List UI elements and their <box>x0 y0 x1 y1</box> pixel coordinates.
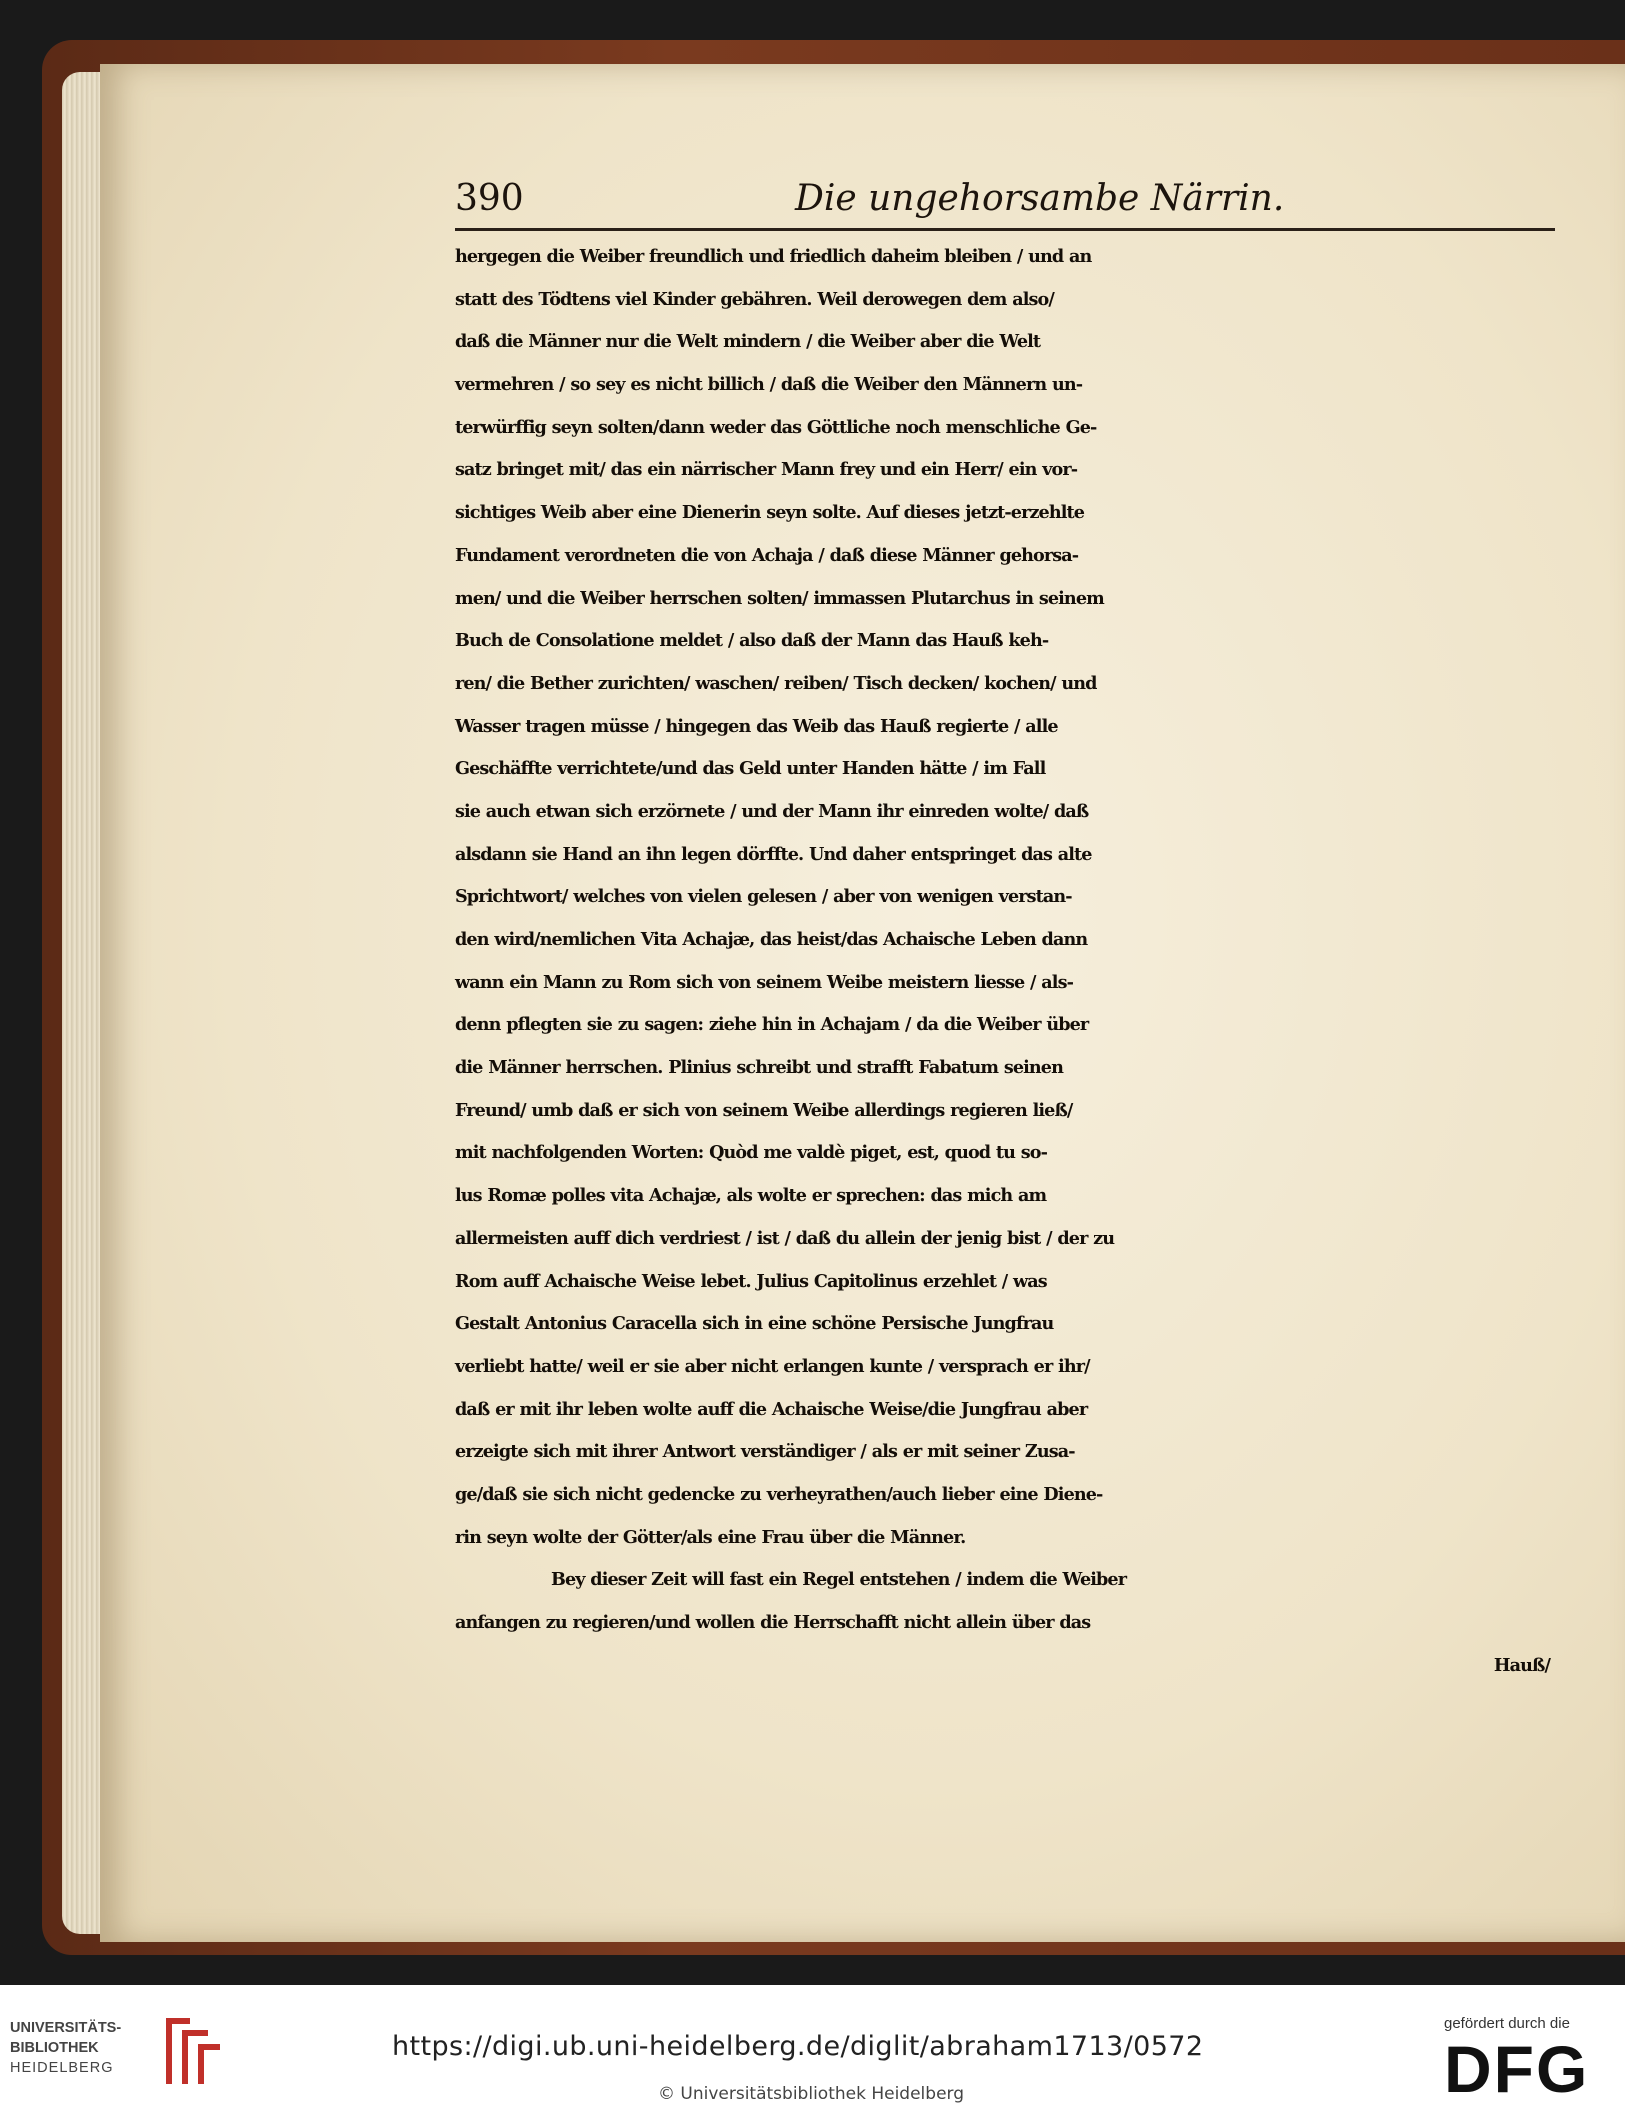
library-logo-line: UNIVERSITÄTS- <box>10 2020 122 2036</box>
text-line: sie auch etwan sich erzörnete / und der Mann ihr einreden wolte/ daß <box>455 800 1089 822</box>
library-logo-icon <box>160 2014 222 2088</box>
library-logo-line: BIBLIOTHEK <box>10 2040 99 2056</box>
text-line: daß er mit ihr leben wolte auff die Achaische Weise/die Jungfrau aber <box>455 1398 1088 1420</box>
dfg-logo: DFG <box>1444 2032 1590 2106</box>
text-line: die Männer herrschen. Plinius schreibt und strafft Fabatum seinen <box>455 1057 1063 1079</box>
text-line: erzeigte sich mit ihrer Antwort verständiger / als er mit seiner Zusa- <box>455 1441 1075 1463</box>
text-line: Sprichtwort/ welches von vielen gelesen / aber von wenigen verstan- <box>455 886 1072 908</box>
text-line: ren/ die Bether zurichten/ waschen/ reiben/ Tisch decken/ kochen/ und <box>455 672 1097 694</box>
page-number: 390 <box>455 178 524 219</box>
text-line: Rom auff Achaische Weise lebet. Julius Capitolinus erzehlet / was <box>455 1270 1047 1292</box>
text-line: Fundament verordneten die von Achaja / daß diese Männer gehorsa- <box>455 544 1079 566</box>
text-line: satz bringet mit/ das ein närrischer Mann frey und ein Herr/ ein vor- <box>455 459 1078 481</box>
permalink-url[interactable]: https://digi.ub.uni-heidelberg.de/diglit/abraham1713/0572 <box>392 2031 1204 2062</box>
text-line: statt des Tödtens viel Kinder gebähren. Weil derowegen dem also/ <box>455 288 1054 310</box>
text-line: wann ein Mann zu Rom sich von seinem Weibe meistern liesse / als- <box>455 971 1073 993</box>
text-line: Bey dieser Zeit will fast ein Regel entstehen / indem die Weiber <box>551 1569 1127 1591</box>
text-line: allermeisten auff dich verdriest / ist / daß du allein der jenig bist / der zu <box>455 1227 1115 1249</box>
text-line: hergegen die Weiber freundlich und friedlich daheim bleiben / und an <box>455 246 1092 267</box>
text-line: denn pflegten sie zu sagen: ziehe hin in Achajam / da die Weiber über <box>455 1014 1089 1036</box>
text-line: verliebt hatte/ weil er sie aber nicht erlangen kunte / versprach er ihr/ <box>455 1355 1090 1377</box>
funded-by-label: gefördert durch die <box>1444 2015 1570 2032</box>
text-line: ge/daß sie sich nicht gedencke zu verheyrathen/auch lieber eine Diene- <box>455 1483 1103 1505</box>
text-line: den wird/nemlichen Vita Achajæ, das heist/das Achaische Leben dann <box>455 929 1088 950</box>
copyright-notice: © Universitätsbibliothek Heidelberg <box>658 2084 965 2104</box>
text-line: lus Romæ polles vita Achajæ, als wolte er sprechen: das mich am <box>455 1185 1047 1207</box>
text-line: Geschäffte verrichtete/und das Geld unter Handen hätte / im Fall <box>455 758 1046 780</box>
library-logo-text <box>10 2018 160 2078</box>
header-rule <box>455 228 1555 231</box>
text-line: terwürffig seyn solten/dann weder das Göttliche noch menschliche Ge- <box>455 416 1097 438</box>
text-line: anfangen zu regieren/und wollen die Herrschafft nicht allein über das <box>455 1612 1091 1633</box>
text-line: Gestalt Antonius Caracella sich in eine schöne Persische Jungfrau <box>455 1313 1054 1335</box>
text-line: men/ und die Weiber herrschen solten/ immassen Plutarchus in seinem <box>455 587 1104 609</box>
running-title: Die ungehorsambe Närrin. <box>795 178 1285 219</box>
text-line: Freund/ umb daß er sich von seinem Weibe allerdings regieren ließ/ <box>455 1099 1073 1121</box>
text-line: alsdann sie Hand an ihn legen dörffte. Und daher entspringet das alte <box>455 843 1092 865</box>
text-line: Buch de Consolatione meldet / also daß der Mann das Hauß keh- <box>455 630 1049 652</box>
text-line: rin seyn wolte der Götter/als eine Frau über die Männer. <box>455 1526 966 1548</box>
text-line: Wasser tragen müsse / hingegen das Weib das Hauß regierte / alle <box>455 715 1058 737</box>
running-head <box>455 178 1555 228</box>
library-logo-line: HEIDELBERG <box>10 2060 114 2076</box>
body-text <box>455 236 1560 1687</box>
text-line: daß die Männer nur die Welt mindern / die Weiber aber die Welt <box>455 331 1041 353</box>
text-line: mit nachfolgenden Worten: Quòd me valdè piget, est, quod tu so- <box>455 1142 1048 1164</box>
text-line: Hauß/ <box>1493 1654 1550 1676</box>
text-line: sichtiges Weib aber eine Dienerin seyn solte. Auf dieses jetzt-erzehlte <box>455 502 1085 524</box>
text-line: vermehren / so sey es nicht billich / daß die Weiber den Männern un- <box>455 374 1083 396</box>
